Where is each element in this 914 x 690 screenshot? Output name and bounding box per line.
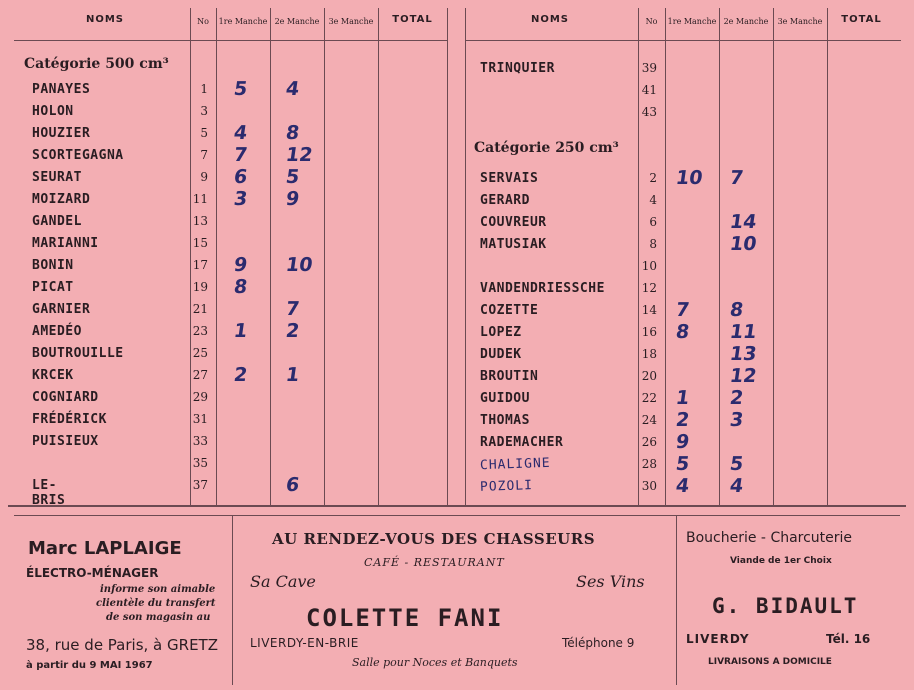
rider-name: THOMAS xyxy=(480,413,530,428)
handwritten-score-m2: 11 xyxy=(728,321,758,343)
rider-number: 13 xyxy=(192,214,208,228)
rider-name: FRÉDÉRICK xyxy=(32,412,107,427)
rider-number: 2 xyxy=(649,171,657,185)
rider-number: 22 xyxy=(641,391,657,405)
ad-bidault-name: G. BIDAULT xyxy=(712,594,859,618)
rider-name: BONIN xyxy=(32,258,74,273)
rider-name: GANDEL xyxy=(32,214,82,229)
rider-number: 26 xyxy=(641,435,657,449)
rider-number: 9 xyxy=(200,170,208,184)
col-line xyxy=(270,8,271,505)
rider-number: 28 xyxy=(641,457,657,471)
handwritten-score-m2: 7 xyxy=(284,298,301,320)
rider-number: 41 xyxy=(641,83,657,97)
col-line xyxy=(773,8,774,505)
rider-name: VANDENDRIESSCHE xyxy=(480,281,605,296)
ads-inner-border xyxy=(14,515,900,516)
rider-name: AMEDÉO xyxy=(32,324,82,339)
rider-name: HOUZIER xyxy=(32,126,91,141)
rider-name: PICAT xyxy=(32,280,74,295)
handwritten-score-m2: 1 xyxy=(284,364,301,386)
rider-number: 11 xyxy=(192,192,208,206)
rider-name: GARNIER xyxy=(32,302,91,317)
col-line xyxy=(324,8,325,505)
rider-name: PANAYES xyxy=(32,82,91,97)
rider-number: 17 xyxy=(192,258,208,272)
rider-number: 23 xyxy=(192,324,208,338)
rider-name: MARIANNI xyxy=(32,236,99,251)
col-line xyxy=(665,8,666,505)
ad-chasseurs-vins: Ses Vins xyxy=(576,572,645,591)
handwritten-score-m1: 5 xyxy=(674,453,691,475)
rider-number: 24 xyxy=(641,413,657,427)
ad-laplaige-date: à partir du 9 MAI 1967 xyxy=(26,660,153,671)
rider-number: 33 xyxy=(192,434,208,448)
rider-name: SCORTEGAGNA xyxy=(32,148,124,163)
rider-number: 37 xyxy=(192,478,208,492)
handwritten-score-m1: 7 xyxy=(674,299,691,321)
header-manche-1: 1re Manche xyxy=(667,17,717,26)
col-line xyxy=(216,8,217,505)
handwritten-score-m2: 2 xyxy=(284,320,301,342)
rider-name: BROUTIN xyxy=(480,369,539,384)
handwritten-score-m2: 12 xyxy=(728,365,758,387)
ad-bidault-phone: Tél. 16 xyxy=(826,632,871,646)
rider-number: 10 xyxy=(641,259,657,273)
ad-chasseurs-foot: Salle pour Noces et Banquets xyxy=(352,656,518,669)
handwritten-score-m1: 7 xyxy=(232,144,249,166)
rider-number: 8 xyxy=(649,237,657,251)
handwritten-score-m1: 4 xyxy=(674,475,691,497)
ad-bidault-foot: LIVRAISONS A DOMICILE xyxy=(708,657,832,667)
ad-divider xyxy=(232,515,233,685)
rider-number: 4 xyxy=(649,193,657,207)
rider-name: SEURAT xyxy=(32,170,82,185)
rider-number: 1 xyxy=(200,82,208,96)
handwritten-score-m1: 4 xyxy=(232,122,249,144)
rider-number: 30 xyxy=(641,479,657,493)
handwritten-score-m2: 5 xyxy=(728,453,745,475)
ad-bidault-town: LIVERDY xyxy=(686,632,750,646)
rider-name: SERVAIS xyxy=(480,171,539,186)
ad-chasseurs-phone: Téléphone 9 xyxy=(562,636,635,650)
rider-name: POZOLI xyxy=(479,478,534,495)
rider-name: GUIDOU xyxy=(480,391,530,406)
rider-name: PUISIEUX xyxy=(32,434,99,449)
ad-chasseurs-sub: CAFÉ - RESTAURANT xyxy=(364,556,505,569)
header-noms: NOMS xyxy=(530,14,570,25)
col-line xyxy=(465,8,466,505)
rider-name: COGNIARD xyxy=(32,390,99,405)
col-line xyxy=(447,8,448,505)
header-manche-3: 3e Manche xyxy=(777,17,823,26)
handwritten-score-m2: 4 xyxy=(284,78,301,100)
handwritten-score-m2: 9 xyxy=(284,188,301,210)
handwritten-score-m1: 1 xyxy=(232,320,249,342)
rider-number: 12 xyxy=(641,281,657,295)
rider-number: 31 xyxy=(192,412,208,426)
ad-chasseurs-town: LIVERDY-EN-BRIE xyxy=(250,636,359,650)
rider-number: 43 xyxy=(641,105,657,119)
handwritten-score-m1: 2 xyxy=(232,364,249,386)
handwritten-score-m2: 8 xyxy=(728,299,745,321)
ads-top-border xyxy=(8,505,906,507)
col-line xyxy=(719,8,720,505)
handwritten-score-m2: 5 xyxy=(284,166,301,188)
rider-number: 6 xyxy=(649,215,657,229)
handwritten-score-m2: 2 xyxy=(728,387,745,409)
handwritten-score-m2: 6 xyxy=(284,474,301,496)
handwritten-score-m1: 5 xyxy=(232,78,249,100)
rider-name: CHALIGNE xyxy=(479,455,551,474)
ad-laplaige-name: Marc LAPLAIGE xyxy=(28,538,182,559)
rider-name: MATUSIAK xyxy=(480,237,547,252)
rider-name: HOLON xyxy=(32,104,74,119)
rider-number: 18 xyxy=(641,347,657,361)
rider-number: 19 xyxy=(192,280,208,294)
ad-laplaige-line1: informe son aimable xyxy=(100,584,216,595)
handwritten-score-m2: 4 xyxy=(728,475,745,497)
handwritten-score-m1: 3 xyxy=(232,188,249,210)
category-500: Catégorie 500 cm³ xyxy=(24,56,169,72)
rider-number: 3 xyxy=(200,104,208,118)
header-total: TOTAL xyxy=(841,14,882,25)
handwritten-score-m2: 3 xyxy=(728,409,745,431)
rider-number: 39 xyxy=(641,61,657,75)
rider-number: 29 xyxy=(192,390,208,404)
handwritten-score-m1: 8 xyxy=(232,276,249,298)
header-total: TOTAL xyxy=(392,14,433,25)
rider-number: 16 xyxy=(641,325,657,339)
header-manche-1: 1re Manche xyxy=(218,17,268,26)
rider-number: 20 xyxy=(641,369,657,383)
rider-number: 15 xyxy=(192,236,208,250)
header-manche-2: 2e Manche xyxy=(274,17,320,26)
ad-laplaige-trade: ÉLECTRO-MÉNAGER xyxy=(26,566,159,580)
header-no: No xyxy=(645,17,658,26)
ad-divider xyxy=(676,515,677,685)
header-noms: NOMS xyxy=(85,14,125,25)
header-manche-3: 3e Manche xyxy=(328,17,374,26)
rider-number: 27 xyxy=(192,368,208,382)
rider-name: RADEMACHER xyxy=(480,435,564,450)
col-line xyxy=(378,8,379,505)
handwritten-score-m1: 2 xyxy=(674,409,691,431)
rider-name: LE-BRIS xyxy=(32,478,66,508)
handwritten-score-m1: 9 xyxy=(232,254,249,276)
handwritten-score-m1: 1 xyxy=(674,387,691,409)
handwritten-score-m2: 10 xyxy=(284,254,314,276)
handwritten-score-m2: 12 xyxy=(284,144,314,166)
handwritten-score-m1: 8 xyxy=(674,321,691,343)
handwritten-score-m2: 14 xyxy=(728,211,758,233)
ad-laplaige-address: 38, rue de Paris, à GRETZ xyxy=(26,636,218,654)
rider-name: KRCEK xyxy=(32,368,74,383)
ad-chasseurs-cave: Sa Cave xyxy=(250,572,316,591)
rider-name: BOUTROUILLE xyxy=(32,346,124,361)
handwritten-score-m2: 7 xyxy=(728,167,745,189)
header-divider-left xyxy=(14,40,447,41)
handwritten-score-m2: 10 xyxy=(728,233,758,255)
handwritten-score-m1: 6 xyxy=(232,166,249,188)
rider-number: 21 xyxy=(192,302,208,316)
rider-number: 5 xyxy=(200,126,208,140)
ad-chasseurs-name: COLETTE FANI xyxy=(306,604,504,632)
handwritten-score-m1: 9 xyxy=(674,431,691,453)
ad-bidault-sub: Viande de 1er Choix xyxy=(730,556,832,566)
handwritten-score-m2: 8 xyxy=(284,122,301,144)
header-divider-right xyxy=(465,40,901,41)
rider-name: COUVREUR xyxy=(480,215,547,230)
rider-name: DUDEK xyxy=(480,347,522,362)
category-250: Catégorie 250 cm³ xyxy=(474,140,619,156)
rider-name: TRINQUIER xyxy=(480,61,555,76)
ad-chasseurs-title: AU RENDEZ-VOUS DES CHASSEURS xyxy=(272,530,596,548)
rider-name: LOPEZ xyxy=(480,325,522,340)
handwritten-score-m1: 10 xyxy=(674,167,704,189)
handwritten-score-m2: 13 xyxy=(728,343,758,365)
col-line xyxy=(827,8,828,505)
rider-name: COZETTE xyxy=(480,303,539,318)
ad-bidault-title: Boucherie - Charcuterie xyxy=(686,530,853,546)
rider-number: 7 xyxy=(200,148,208,162)
rider-number: 14 xyxy=(641,303,657,317)
rider-name: GERARD xyxy=(480,193,530,208)
header-no: No xyxy=(197,17,209,26)
header-manche-2: 2e Manche xyxy=(723,17,769,26)
rider-number: 35 xyxy=(192,456,208,470)
rider-name: MOIZARD xyxy=(32,192,91,207)
ad-laplaige-line3: de son magasin au xyxy=(106,612,211,623)
rider-number: 25 xyxy=(192,346,208,360)
ad-laplaige-line2: clientèle du transfert xyxy=(96,598,216,609)
